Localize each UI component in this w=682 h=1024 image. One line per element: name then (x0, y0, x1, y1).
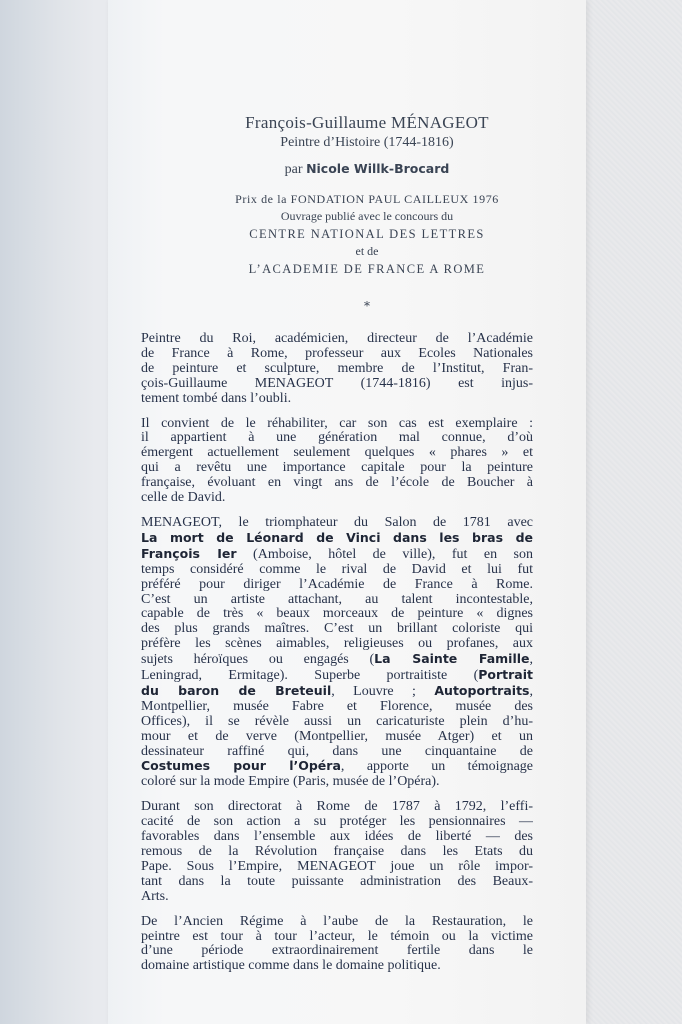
text-line (141, 668, 533, 684)
artwork-title-bold: Autoportraits (434, 683, 530, 698)
text-line (141, 652, 533, 668)
text-line: favorables dans l’ensemble aux idées de liberté — des (141, 830, 533, 845)
body-text (141, 332, 533, 984)
published-with-line: Ouvrage publié avec le concours du (280, 209, 454, 223)
artwork-title-bold: François Ier (141, 546, 237, 561)
by-prefix: par (284, 162, 303, 177)
text-line (141, 531, 533, 547)
prize-line: Prix de la FONDATION PAUL CAILLEUX 1976 (235, 192, 499, 206)
author-name: Nicole Willk-Brocard (306, 161, 450, 176)
text-line: émergent actuellement seulement quelques « phares » et (141, 446, 533, 461)
text-line: qui a revêtu une importance capitale pour la peinture (141, 461, 533, 476)
institution-1: CENTRE NATIONAL DES LETTRES (249, 227, 485, 241)
background-fabric (585, 0, 682, 1024)
text-line: dessinateur raffiné qui, dans une cinquantaine de (141, 744, 533, 759)
text-line: française, évoluant en vingt ans de l’école de Boucher à (141, 476, 533, 491)
text-line: il appartient à une génération mal connue, d’où (141, 431, 533, 446)
text-line (141, 547, 533, 563)
text-line: tement tombé dans l’oubli. (141, 391, 292, 406)
text-line: d’une période extraordinairement fertile dans le (141, 944, 533, 959)
text-line: cacité de son action a su protéger les pensionnaires — (141, 815, 533, 830)
text-line: Arts. (141, 889, 169, 904)
text-line: coloré sur la mode Empire (Paris, musée de l’Opéra). (141, 775, 440, 790)
text-line: mour et de verve (Montpellier, musée Atger) et un (141, 729, 533, 744)
paragraph-5 (141, 915, 533, 975)
text-line: çois-Guillaume MÉNAGEOT (1744-1816) est injus- (141, 376, 533, 391)
artwork-title-bold: La Sainte Famille (374, 652, 530, 667)
text-fragment: Leningrad, Ermitage). Superbe portraitiste ( (141, 668, 479, 684)
text-line: capable de très « beaux morceaux de peinture « dignes (141, 607, 533, 622)
text-line: préféré pour diriger l’Académie de France à Rome. (141, 577, 533, 592)
text-line: de France à Rome, professeur aux Ecoles Nationales (141, 346, 533, 361)
text-fragment: , Louvre ; (331, 683, 435, 699)
paragraph-4 (141, 800, 533, 904)
text-line: Peintre du Roi, académicien, directeur de l’Académie (141, 332, 533, 346)
book-subtitle: Peintre d’Histoire (1744-1816) (280, 135, 454, 150)
text-fragment: sujets héroïques ou engagés ( (141, 652, 375, 668)
text-line: tant dans la toute puissante administration des Beaux- (141, 874, 533, 889)
text-line: MENAGEOT, le triomphateur du Salon de 1781 avec (141, 515, 533, 530)
artwork-title-bold: La mort de Léonard de Vinci dans les bras de (141, 530, 533, 545)
text-line: de peinture et sculpture, membre de l’Institut, Fran- (141, 361, 533, 376)
conjunction-line: et de (355, 244, 379, 258)
book-title: François-Guillaume MÉNAGEOT (245, 113, 489, 132)
text-fragment: , (529, 683, 533, 699)
paragraph-3 (141, 516, 533, 790)
text-line: temps considéré comme le rival de David et lui fut (141, 562, 533, 577)
text-fragment: (Amboise, hôtel de ville), fut en son (236, 546, 533, 562)
text-line: peintre est tour à tour l’acteur, le témoin ou la victime (141, 929, 533, 944)
institution-2: L’ACADEMIE DE FRANCE A ROME (248, 262, 486, 276)
paragraph-2 (141, 417, 533, 506)
text-line: Il convient de le réhabiliter, car son cas est exemplaire : (141, 416, 533, 431)
text-line: des plus grands maîtres. C’est un brillant coloriste qui (141, 622, 533, 637)
text-line: Montpellier, musée Fabre et Florence, musée des (141, 699, 533, 714)
text-line: Offices), il se révèle aussi un caricaturiste plein d’hu- (141, 714, 533, 729)
text-line: préfère les scènes aimables, religieuses ou profanes, aux (141, 637, 533, 652)
text-line: remous de la Révolution française dans les Etats du (141, 845, 533, 859)
separator-star: * (364, 299, 370, 313)
author-line (148, 158, 586, 181)
text-line: celle de David. (141, 491, 226, 506)
text-line: Pape. Sous l’Empire, MENAGEOT joue un rôle impor- (141, 859, 533, 874)
text-line: domaine artistique comme dans le domaine politique. (141, 959, 441, 974)
text-line (141, 684, 533, 700)
text-fragment: , apporte un témoignage (340, 759, 533, 775)
artwork-title-bold: du baron de Breteuil (141, 683, 332, 698)
page-header (108, 112, 586, 312)
book-page (108, 0, 586, 1024)
artwork-title-bold: Costumes pour l’Opéra (141, 759, 341, 774)
text-line: C’est un artiste attachant, au talent incontestable, (141, 592, 533, 607)
text-line: De l’Ancien Régime à l’aube de la Restauration, le (141, 914, 533, 929)
text-fragment: , (529, 652, 533, 668)
text-line: Durant son directorat à Rome de 1787 à 1792, l’effi- (141, 800, 533, 815)
text-line (141, 759, 533, 775)
paragraph-1 (141, 332, 533, 407)
artwork-title-bold: Portrait (478, 668, 533, 683)
